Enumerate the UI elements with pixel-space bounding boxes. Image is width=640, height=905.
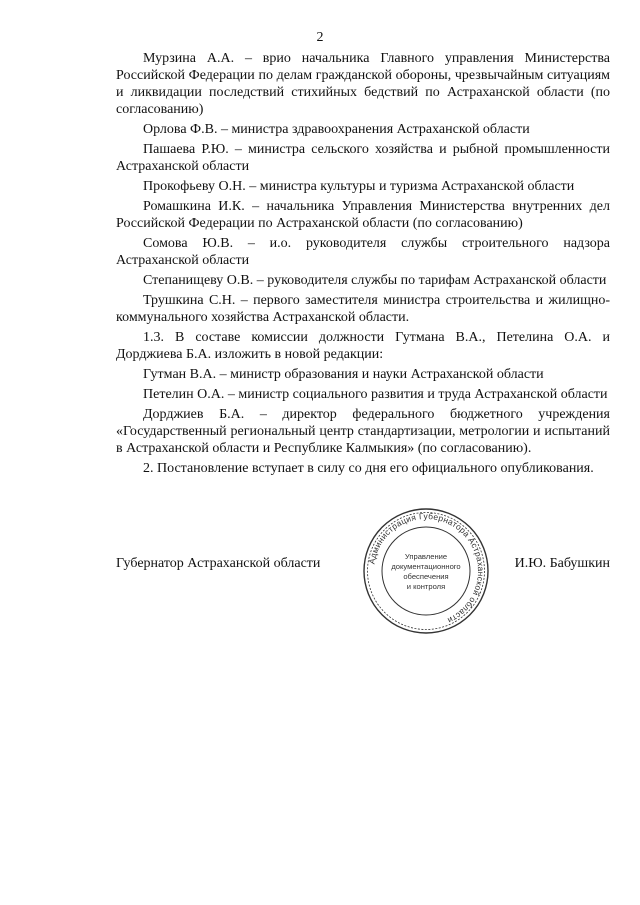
paragraph-petelin: Петелин О.А. – министр социального развития и труда Астраханской области xyxy=(143,387,608,402)
seal-inner-ring xyxy=(382,527,470,615)
paragraph-murzina: Мурзина А.А. – врио начальника Главного управления Министерства Российской Федерации по делам гражданской обороны, чрезвычайным ситуациям и ликвидации последствий стихийных бедствий по Астраханской области (по согласованию) xyxy=(116,51,610,117)
paragraph-somov: Сомова Ю.В. – и.о. руководителя службы строительного надзора Астраханской области xyxy=(116,236,610,268)
paragraph-pashaeva: Пашаева Р.Ю. – министра сельского хозяйства и рыбной промышленности Астраханской области xyxy=(116,142,610,174)
seal-inner-line: обеспечения xyxy=(403,572,449,581)
signature-name: И.Ю. Бабушкин xyxy=(514,556,610,571)
seal-outer-text: Администрация Губернатора Астраханской области xyxy=(366,510,487,626)
paragraph-romashkin: Ромашкина И.К. – начальника Управления Министерства внутренних дел Российской Федерации по Астраханской области (по согласованию) xyxy=(116,199,610,231)
page-number: 2 xyxy=(316,30,324,45)
paragraph-section-1-3: 1.3. В составе комиссии должности Гутмана В.А., Петелина О.А. и Дорджиева Б.А. изложить в новой редакции: xyxy=(116,330,610,362)
seal-outer-ring xyxy=(364,509,488,633)
paragraph-gutman: Гутман В.А. – министр образования и науки Астраханской области xyxy=(143,367,544,382)
seal-inner-line: Управление xyxy=(404,552,448,561)
paragraph-dordzhiev: Дорджиев Б.А. – директор федерального бюджетного учреждения «Государственный региональный центр стандартизации, метрологии и испытаний в Астраханской области и Республике Калмыкия» (по согласованию). xyxy=(116,407,610,456)
signature-title: Губернатор Астраханской области xyxy=(116,556,321,571)
seal-inner-line: документационного xyxy=(391,562,461,571)
paragraph-orlova: Орлова Ф.В. – министра здравоохранения Астраханской области xyxy=(143,122,530,137)
paragraph-section-2: 2. Постановление вступает в силу со дня его официального опубликования. xyxy=(143,461,594,476)
seal-inner-line: и контроля xyxy=(406,582,446,591)
official-seal xyxy=(360,505,492,637)
paragraph-trushkin: Трушкина С.Н. – первого заместителя министра строительства и жилищно-коммунального хозяйства Астраханской области. xyxy=(116,293,610,325)
paragraph-prokofieva: Прокофьеву О.Н. – министра культуры и туризма Астраханской области xyxy=(143,179,575,194)
document-body xyxy=(116,50,610,480)
paragraph-stepanishcheva: Степанищеву О.В. – руководителя службы по тарифам Астраханской области xyxy=(143,273,607,288)
seal-graphic xyxy=(360,505,492,637)
